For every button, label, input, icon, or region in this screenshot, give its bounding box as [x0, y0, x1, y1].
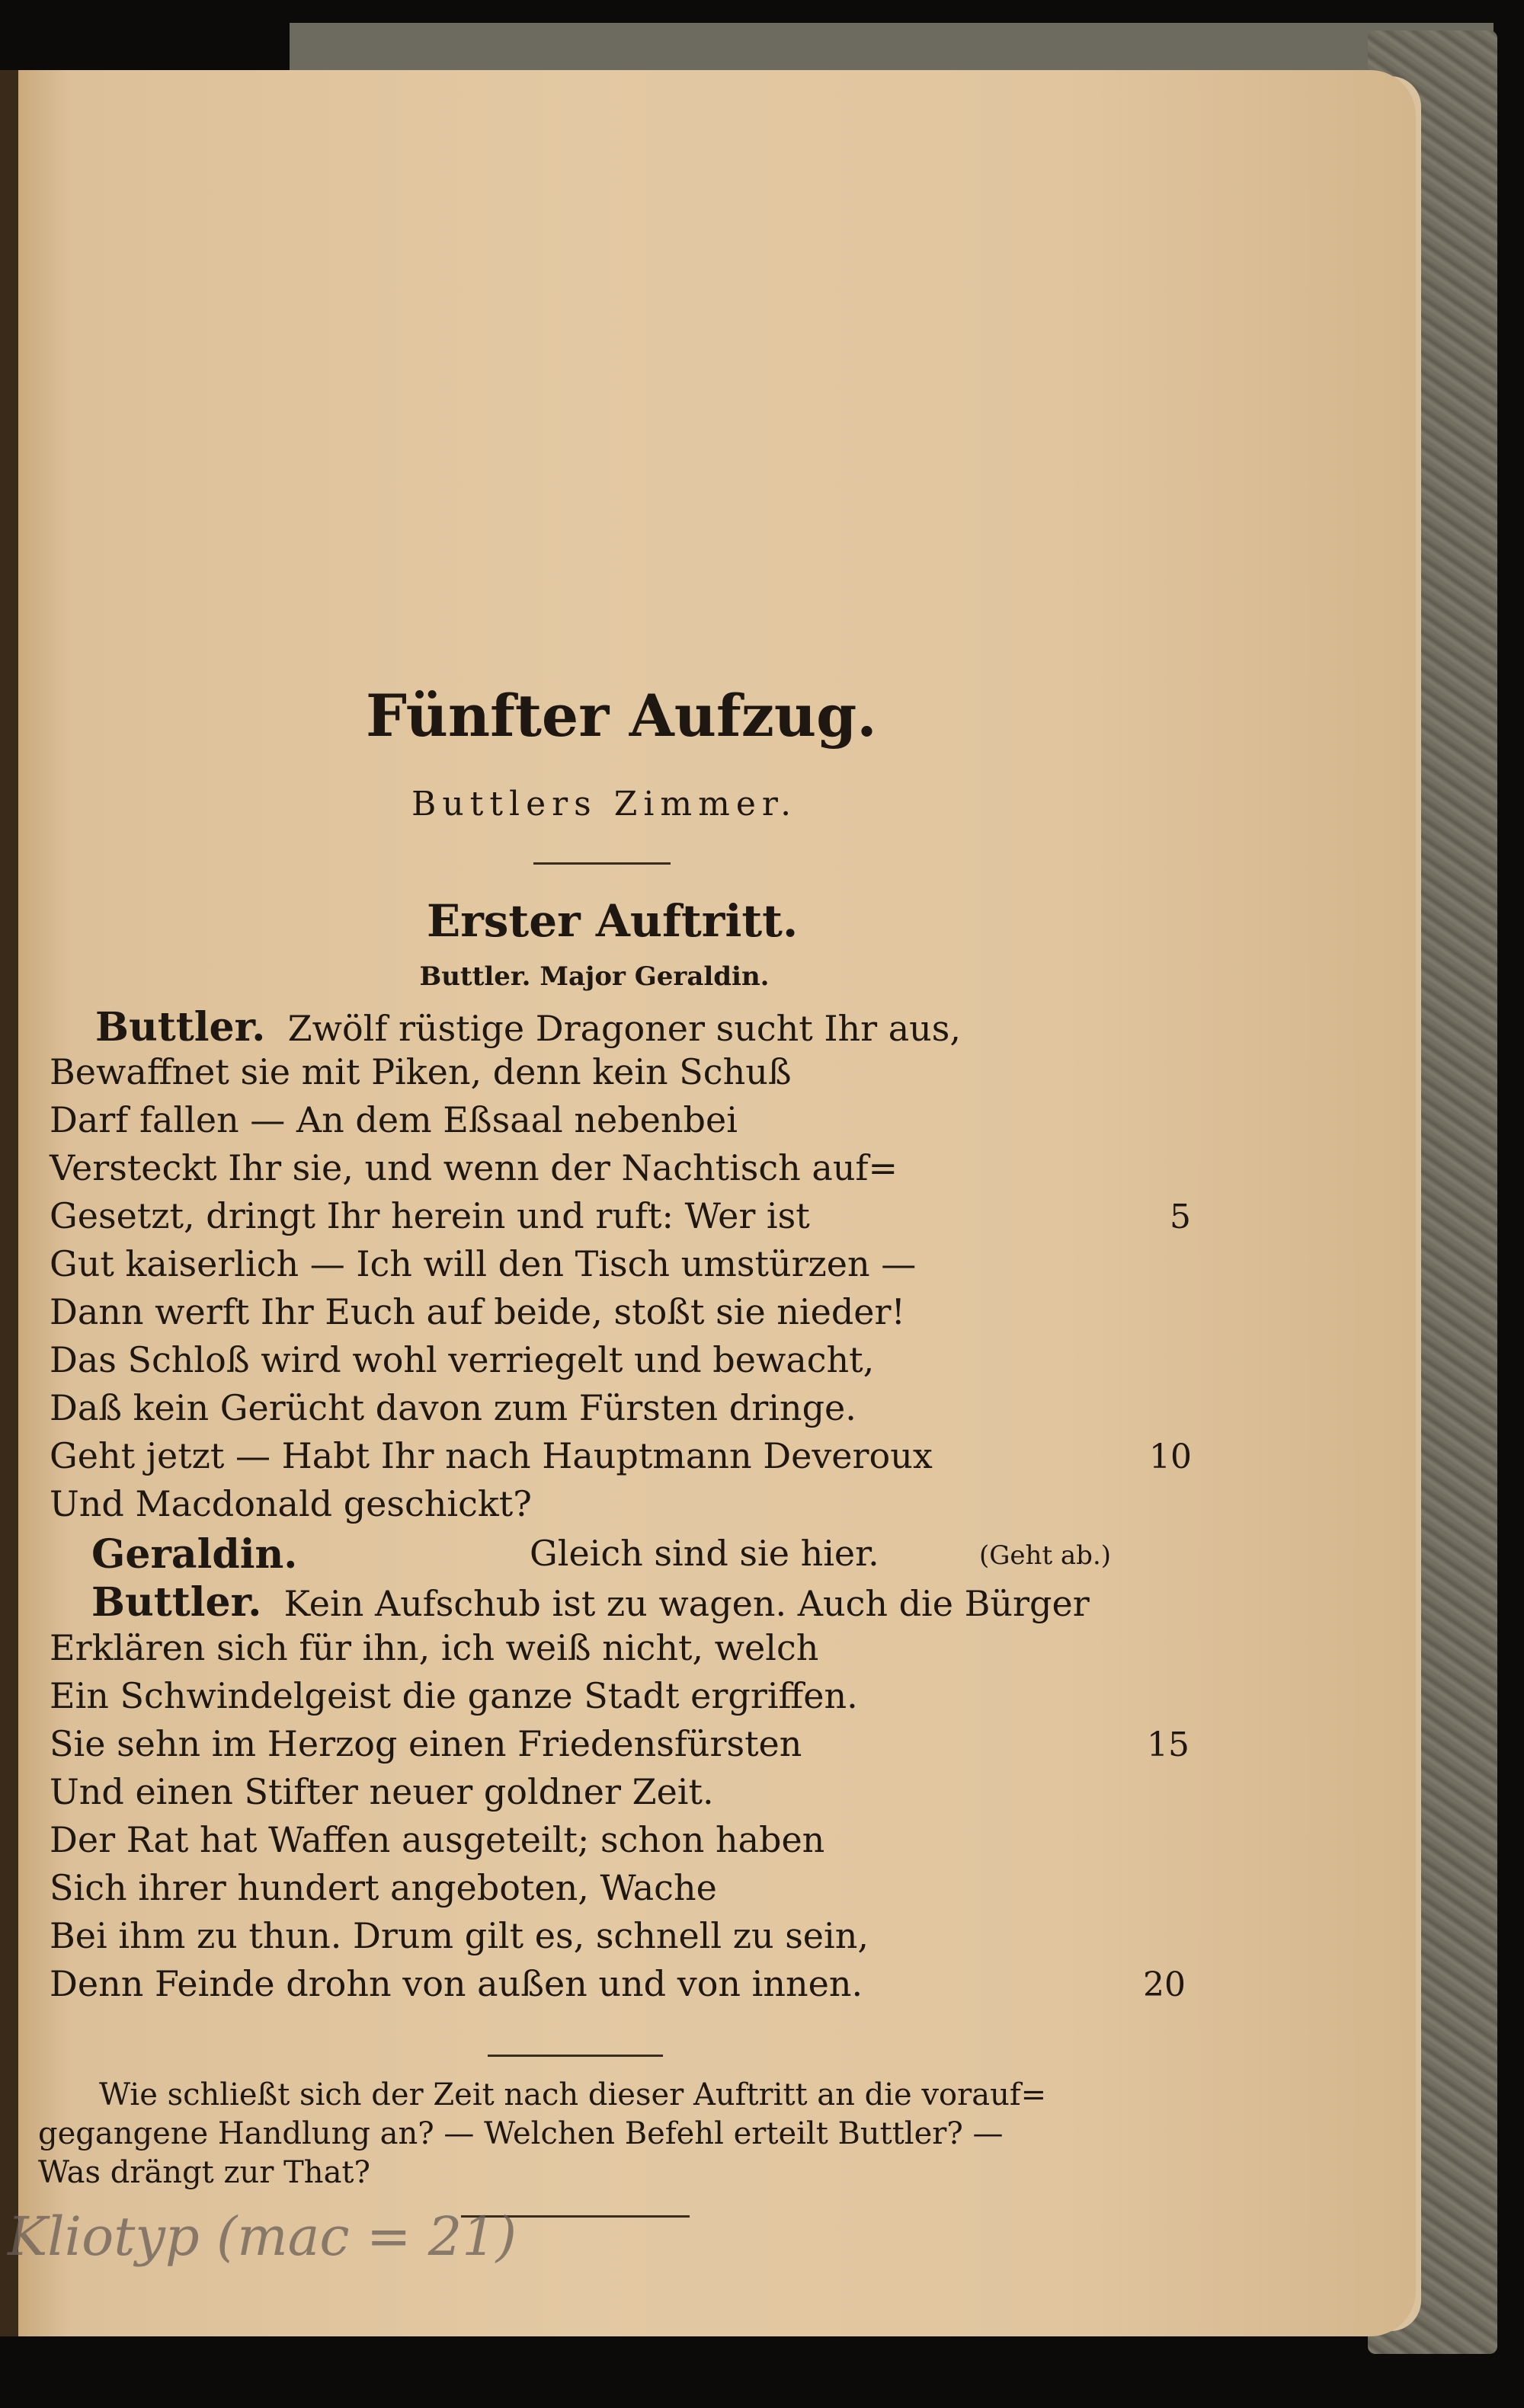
line-number: 15	[1147, 1725, 1189, 1764]
line-number: 20	[1143, 1965, 1186, 2004]
verse-line: Dann werft Ihr Euch auf beide, stoßt sie nieder!	[50, 1291, 906, 1332]
line-number: 5	[1170, 1198, 1191, 1236]
verse-line: Das Schloß wird wohl verriegelt und bewacht,	[50, 1339, 875, 1380]
setting-caption: Buttlers Zimmer.	[411, 785, 798, 823]
speaker-name: Geraldin.	[91, 1531, 298, 1578]
verse-line: Der Rat hat Waffen ausgeteilt; schon haben	[50, 1819, 825, 1860]
verse-line	[91, 1531, 297, 1578]
verse-line: Bei ihm zu thun. Drum gilt es, schnell zu sein,	[50, 1915, 869, 1956]
verse-line: Und einen Stifter neuer goldner Zeit.	[50, 1771, 714, 1812]
act-title: Fünfter Aufzug.	[366, 682, 877, 750]
stage-direction: (Geht ab.)	[979, 1540, 1112, 1571]
verse-line: Sich ihrer hundert angeboten, Wache	[50, 1867, 717, 1908]
speaker-name: Buttler.	[95, 1004, 266, 1051]
verse-line: Gesetzt, dringt Ihr herein und ruft: Wer ist	[50, 1195, 810, 1236]
speaker-name: Buttler.	[91, 1579, 262, 1626]
study-question: Wie schließt sich der Zeit nach dieser Auftritt an die vorauf=	[99, 2077, 1047, 2112]
study-question: Was drängt zur That?	[38, 2155, 370, 2190]
verse-text: Kein Aufschub ist zu wagen. Auch die Bürger	[283, 1583, 1090, 1624]
verse-line: Darf fallen — An dem Eßsaal nebenbei	[50, 1099, 738, 1140]
page-gutter	[0, 70, 18, 2336]
verse-line: Gut kaiserlich — Ich will den Tisch umstürzen —	[50, 1243, 917, 1284]
verse-line: Daß kein Gerücht davon zum Fürsten dringe.	[50, 1387, 856, 1428]
verse-line: Sie sehn im Herzog einen Friedensfürsten	[50, 1723, 802, 1764]
handwritten-annotation: Kliotyp (mac = 21)	[8, 2205, 517, 2268]
divider-rule	[533, 862, 671, 865]
verse-line: Geht jetzt — Habt Ihr nach Hauptmann Deveroux	[50, 1435, 933, 1476]
divider-rule	[488, 2055, 663, 2057]
verse-line: Ein Schwindelgeist die ganze Stadt ergriffen.	[50, 1675, 858, 1716]
verse-line: Denn Feinde drohn von außen und von innen.	[50, 1963, 863, 2004]
verse-line	[95, 1004, 961, 1051]
line-number: 10	[1149, 1437, 1192, 1476]
verse-line: Gleich sind sie hier.	[530, 1533, 879, 1574]
cast-list: Buttler. Major Geraldin.	[419, 961, 770, 992]
verse-text: Zwölf rüstige Dragoner sucht Ihr aus,	[287, 1008, 962, 1049]
study-question: gegangene Handlung an? — Welchen Befehl erteilt Buttler? —	[38, 2116, 1004, 2151]
verse-line	[91, 1579, 1090, 1626]
scene-heading: Erster Auftritt.	[427, 895, 799, 947]
verse-line: Versteckt Ihr sie, und wenn der Nachtisch auf=	[50, 1147, 898, 1188]
verse-line: Und Macdonald geschickt?	[50, 1483, 532, 1524]
verse-line: Bewaffnet sie mit Piken, denn kein Schuß	[50, 1051, 792, 1092]
verse-line: Erklären sich für ihn, ich weiß nicht, welch	[50, 1627, 819, 1668]
